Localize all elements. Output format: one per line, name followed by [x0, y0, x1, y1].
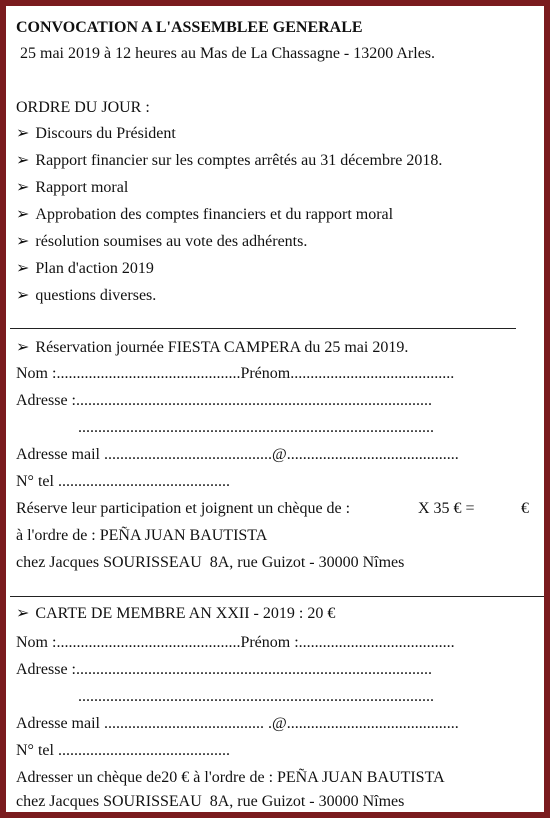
- membership-address-field-2[interactable]: .........................................................................................: [78, 688, 434, 705]
- arrow-bullet-icon: ➢: [16, 152, 30, 169]
- agenda-item-label: Approbation des comptes financiers et du rapport moral: [35, 206, 394, 223]
- reservation-currency: €: [521, 500, 529, 517]
- membership-name-field[interactable]: Nom :..............................................Prénom :.......................................: [16, 634, 455, 651]
- reservation-heading-label: Réservation journée FIESTA CAMPERA du 25 mai 2019.: [35, 339, 409, 356]
- meeting-date-location: 25 mai 2019 à 12 heures au Mas de La Chassagne - 13200 Arles.: [16, 45, 436, 62]
- agenda-item: [16, 205, 393, 225]
- arrow-bullet-icon: ➢: [16, 233, 30, 250]
- arrow-bullet-icon: ➢: [16, 125, 30, 142]
- agenda-item-label: Plan d'action 2019: [35, 260, 154, 277]
- convocation-sheet: [6, 6, 544, 812]
- membership-heading: [16, 604, 335, 624]
- document-title: CONVOCATION A L'ASSEMBLEE GENERALE: [16, 19, 363, 36]
- agenda-item: [16, 286, 156, 306]
- membership-heading-label: CARTE DE MEMBRE AN XXII - 2019 : 20 €: [35, 605, 336, 622]
- agenda-item: [16, 124, 176, 144]
- membership-phone-field[interactable]: N° tel ...........................................: [16, 742, 230, 759]
- agenda-item-label: résolution soumises au vote des adhérents.: [35, 233, 308, 250]
- reservation-mail-address: chez Jacques SOURISSEAU 8A, rue Guizot - 30000 Nîmes: [16, 554, 405, 571]
- reservation-participation-text: Réserve leur participation et joignent un chèque de :: [16, 500, 351, 517]
- section-divider: [10, 596, 544, 597]
- reservation-name-field[interactable]: Nom :..............................................Prénom.........................................: [16, 365, 455, 382]
- reservation-address-field-2[interactable]: .........................................................................................: [78, 419, 434, 436]
- agenda-item-label: Rapport financier sur les comptes arrêtés au 31 décembre 2018.: [35, 152, 443, 169]
- membership-mail-address: chez Jacques SOURISSEAU 8A, rue Guizot - 30000 Nîmes: [16, 793, 405, 810]
- agenda-item: [16, 259, 154, 279]
- membership-email-field[interactable]: Adresse mail ........................................ .@...........................................: [16, 715, 459, 732]
- section-divider: [10, 328, 516, 329]
- membership-payment-text: Adresser un chèque de20 € à l'ordre de : PEÑA JUAN BAUTISTA: [16, 769, 445, 786]
- agenda-heading: ORDRE DU JOUR :: [16, 99, 150, 116]
- agenda-item: [16, 232, 307, 252]
- reservation-heading: [16, 338, 408, 358]
- arrow-bullet-icon: ➢: [16, 260, 30, 277]
- arrow-bullet-icon: ➢: [16, 287, 30, 304]
- reservation-email-field[interactable]: Adresse mail ..........................................@...........................................: [16, 446, 459, 463]
- arrow-bullet-icon: ➢: [16, 339, 30, 356]
- reservation-payee: à l'ordre de : PEÑA JUAN BAUTISTA: [16, 527, 268, 544]
- reservation-address-field[interactable]: Adresse :.........................................................................................: [16, 392, 432, 409]
- arrow-bullet-icon: ➢: [16, 605, 30, 622]
- agenda-item: [16, 151, 442, 171]
- agenda-item-label: questions diverses.: [35, 287, 157, 304]
- membership-address-field[interactable]: Adresse :.........................................................................................: [16, 661, 432, 678]
- reservation-price: X 35 € =: [418, 500, 475, 517]
- agenda-item: [16, 178, 128, 198]
- reservation-phone-field[interactable]: N° tel ...........................................: [16, 473, 230, 490]
- arrow-bullet-icon: ➢: [16, 179, 30, 196]
- agenda-item-label: Rapport moral: [35, 179, 129, 196]
- agenda-item-label: Discours du Président: [35, 125, 176, 142]
- arrow-bullet-icon: ➢: [16, 206, 30, 223]
